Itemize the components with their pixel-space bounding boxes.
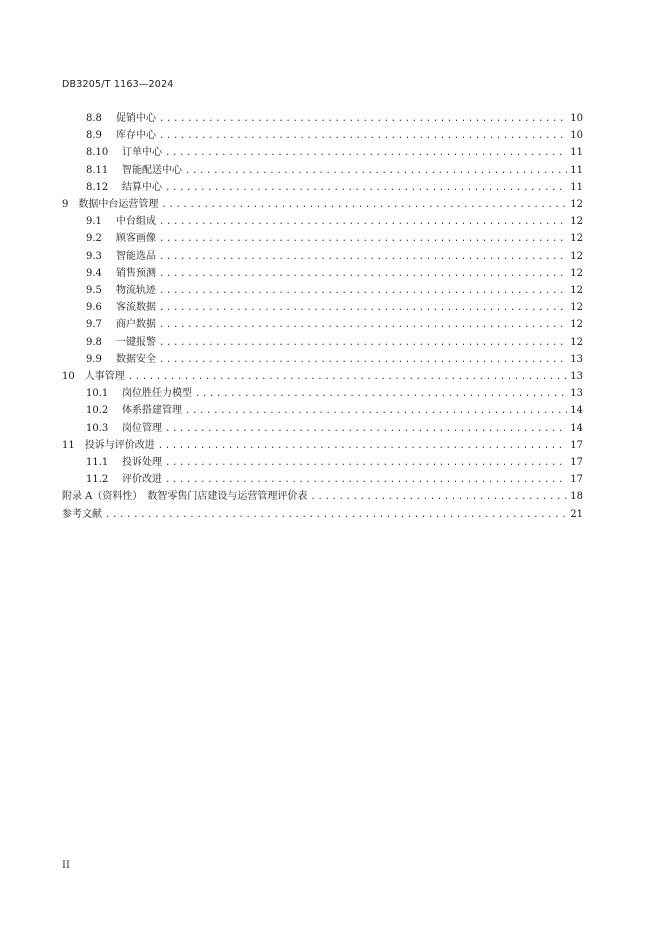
toc-dot-leader (159, 353, 567, 367)
toc-dot-leader (159, 232, 567, 246)
toc-dot-leader (165, 181, 567, 195)
toc-entry[interactable] (86, 315, 583, 332)
toc-entry-page: 12 (570, 267, 583, 279)
toc-entry-number: 10 (62, 371, 75, 382)
toc-entry-page: 14 (570, 405, 583, 417)
toc-entry-title: 顾客画像 (116, 233, 156, 245)
toc-dot-leader (165, 456, 567, 470)
toc-entry-title: 智能配送中心 (122, 164, 182, 176)
toc-entry-title: 岗位胜任力模型 (122, 388, 192, 400)
toc-entry-title: 人事管理 (84, 371, 125, 382)
toc-entry[interactable] (86, 350, 583, 367)
toc-entry-title: 体系搭建管理 (122, 405, 182, 417)
toc-entry-number: 9.6 (86, 302, 102, 314)
toc-entry-title: 数据中台运营管理 (78, 199, 159, 210)
toc-dot-leader (159, 129, 567, 143)
toc-entry[interactable] (62, 436, 583, 453)
toc-entry[interactable] (86, 281, 583, 298)
toc-entry[interactable] (62, 505, 583, 522)
page-number: II (62, 860, 70, 871)
toc-entry-page: 12 (570, 336, 583, 348)
toc-entry-title: 销售预测 (116, 267, 156, 279)
toc-entry[interactable] (62, 195, 583, 212)
toc-entry-page: 17 (570, 457, 583, 468)
document-code: DB3205/T 1163—2024 (62, 79, 174, 90)
toc-entry-title: 投诉与评价改进 (84, 439, 155, 451)
toc-entry-title: 中台组成 (116, 216, 156, 228)
toc-entry[interactable] (86, 470, 583, 487)
toc-dot-leader (128, 370, 568, 384)
toc-entry-page: 11 (570, 164, 583, 176)
toc-entry-page: 12 (570, 285, 583, 296)
toc-entry-page: 13 (570, 371, 583, 382)
toc-entry-number: 8.12 (86, 181, 109, 193)
toc-entry[interactable] (86, 178, 583, 195)
toc-entry-number: 11.2 (86, 474, 109, 486)
toc-entry-title: 岗位管理 (122, 422, 162, 434)
toc-entry-page: 12 (570, 199, 583, 210)
toc-entry-title: 一键报警 (116, 336, 156, 348)
toc-entry-title: 物流轨迹 (116, 285, 156, 296)
toc-entry-title: 客流数据 (116, 302, 156, 314)
toc-entry-title: 智能选品 (116, 250, 156, 262)
toc-entry-page: 11 (570, 181, 583, 193)
toc-dot-leader (159, 301, 567, 315)
toc-entry[interactable] (86, 419, 583, 436)
toc-dot-leader (159, 318, 567, 332)
toc-entry[interactable] (86, 212, 583, 229)
toc-entry-number: 9.1 (86, 216, 102, 228)
toc-dot-leader (161, 198, 567, 212)
toc-entry-page: 13 (570, 353, 583, 365)
toc-entry-number: 8.9 (86, 130, 102, 142)
toc-entry[interactable] (86, 143, 583, 160)
toc-entry-number: 8.11 (86, 164, 109, 176)
toc-entry-page: 12 (570, 216, 583, 228)
toc-entry-number: 9.9 (86, 353, 102, 365)
toc-entry-page: 10 (570, 130, 583, 142)
toc-entry-title: 数据安全 (116, 353, 156, 365)
toc-dot-leader (195, 387, 567, 401)
toc-entry-number: 9.8 (86, 336, 102, 348)
toc-entry-number: 9 (62, 199, 69, 210)
toc-entry-number: 11.1 (86, 457, 109, 468)
toc-entry[interactable] (62, 367, 583, 384)
toc-entry-page: 17 (570, 474, 583, 486)
toc-entry-page: 12 (570, 250, 583, 262)
toc-entry-title: 评价改进 (122, 474, 162, 486)
toc-dot-leader (105, 508, 567, 522)
toc-entry-number: 9.3 (86, 250, 102, 262)
toc-dot-leader (310, 490, 567, 504)
toc-entry[interactable] (86, 453, 583, 470)
toc-entry[interactable] (86, 229, 583, 246)
toc-entry-page: 21 (570, 508, 583, 520)
toc-entry[interactable] (86, 126, 583, 143)
toc-entry-number: 11 (62, 439, 75, 451)
toc-entry-title: 订单中心 (122, 147, 162, 159)
toc-entry-number: 8.8 (86, 113, 102, 124)
toc-dot-leader (159, 250, 567, 264)
toc-entry[interactable] (86, 333, 583, 350)
toc-entry-page: 12 (570, 233, 583, 245)
toc-entry-title: 附录 A（资料性） 数智零售门店建设与运营管理评价表 (62, 491, 308, 503)
toc-entry[interactable] (86, 298, 583, 315)
toc-dot-leader (159, 267, 567, 281)
toc-entry-number: 9.5 (86, 285, 102, 296)
toc-entry[interactable] (86, 161, 583, 178)
toc-entry[interactable] (86, 264, 583, 281)
toc-entry-page: 10 (570, 113, 583, 124)
toc-dot-leader (159, 215, 567, 229)
toc-dot-leader (159, 336, 567, 350)
toc-entry[interactable] (62, 487, 583, 504)
toc-entry-page: 13 (570, 388, 583, 400)
toc-entry[interactable] (86, 109, 583, 126)
toc-dot-leader (185, 404, 567, 418)
toc-dot-leader (165, 473, 567, 487)
toc-entry-number: 9.4 (86, 267, 102, 279)
toc-entry-page: 11 (570, 147, 583, 159)
toc-dot-leader (165, 146, 567, 160)
toc-entry-page: 12 (570, 302, 583, 314)
toc-entry-title: 商户数据 (116, 319, 156, 331)
toc-dot-leader (185, 164, 567, 178)
toc-dot-leader (159, 112, 567, 126)
toc-entry-title: 促销中心 (116, 113, 156, 124)
toc-entry-number: 10.2 (86, 405, 109, 417)
toc-entry-number: 8.10 (86, 147, 109, 159)
toc-entry-title: 结算中心 (122, 181, 162, 193)
toc-entry[interactable] (86, 401, 583, 418)
toc-entry[interactable] (86, 384, 583, 401)
toc-dot-leader (165, 422, 567, 436)
toc-entry-number: 10.1 (86, 388, 109, 400)
toc-entry-page: 17 (570, 439, 583, 451)
toc-entry-number: 10.3 (86, 422, 109, 434)
toc-entry-number: 9.2 (86, 233, 102, 245)
toc-entry-title: 参考文献 (62, 508, 102, 520)
toc-entry[interactable] (86, 247, 583, 264)
toc-entry-number: 9.7 (86, 319, 102, 331)
toc-dot-leader (158, 439, 568, 453)
toc-entry-title: 库存中心 (116, 130, 156, 142)
toc-entry-title: 投诉处理 (122, 457, 162, 468)
toc-entry-page: 14 (570, 422, 583, 434)
toc-dot-leader (159, 284, 567, 298)
toc-entry-page: 18 (570, 491, 583, 503)
toc-entry-page: 12 (570, 319, 583, 331)
